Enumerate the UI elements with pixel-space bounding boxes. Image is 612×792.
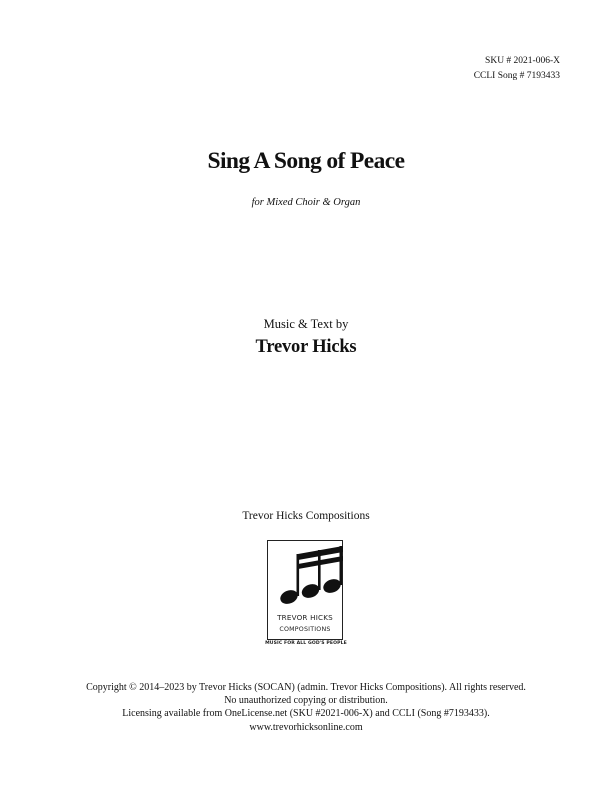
logo-text-line1: TREVOR HICKS bbox=[277, 613, 333, 622]
sku-number: SKU # 2021-006-X bbox=[485, 56, 560, 66]
catalog-info bbox=[474, 54, 560, 84]
voicing-subtitle: for Mixed Choir & Organ bbox=[251, 197, 361, 208]
ccli-song-number: CCLI Song # 7193433 bbox=[473, 71, 560, 81]
logo-tagline: MUSIC FOR ALL GOD'S PEOPLE bbox=[265, 641, 347, 646]
publisher-logo bbox=[267, 540, 343, 640]
beamed-eighth-notes-icon bbox=[268, 541, 344, 613]
copyright-line: Copyright © 2014–2023 by Trevor Hicks (SOCAN) (admin. Trevor Hicks Compositions). All rights reserved. bbox=[86, 682, 526, 693]
logo-text-line2: COMPOSITIONS bbox=[279, 626, 331, 633]
song-title: Sing A Song of Peace bbox=[207, 148, 405, 174]
licensing-line: Licensing available from OneLicense.net (SKU #2021-006-X) and CCLI (Song #7193433). bbox=[122, 708, 490, 720]
copyright-notice bbox=[0, 681, 612, 734]
credit-label: Music & Text by bbox=[263, 317, 349, 331]
publisher-name: Trevor Hicks Compositions bbox=[242, 510, 370, 522]
copying-restriction-line: No unauthorized copying or distribution. bbox=[224, 695, 388, 707]
composer-name: Trevor Hicks bbox=[255, 337, 357, 357]
website-url: www.trevorhicksonline.com bbox=[249, 721, 363, 733]
